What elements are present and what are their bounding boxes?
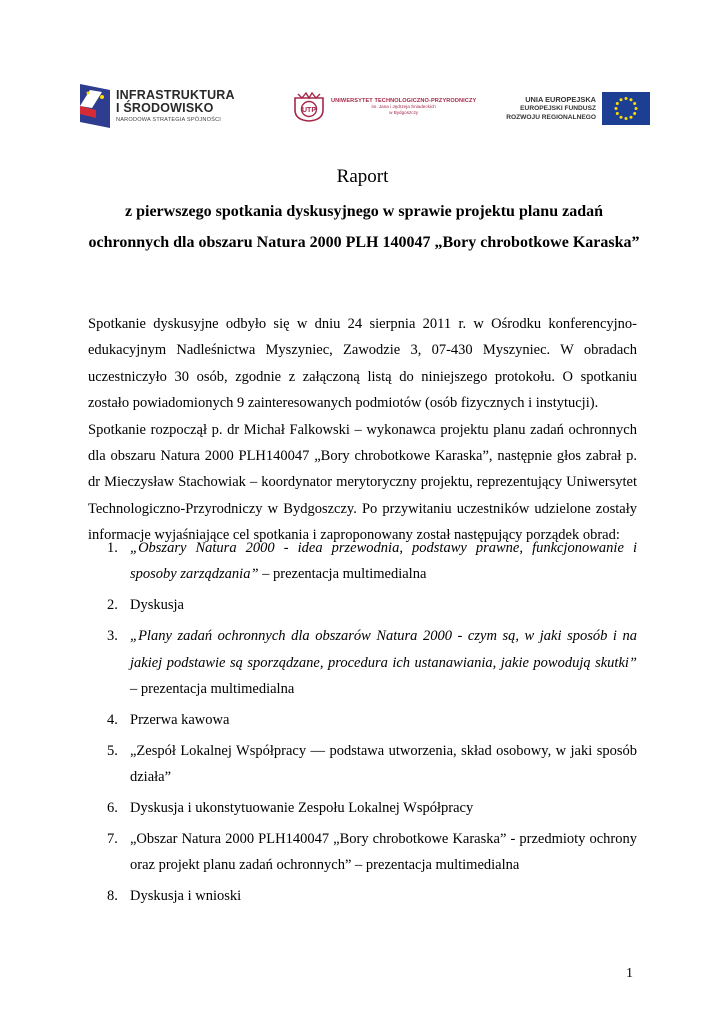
logo-mid-line3: w Bydgoszczy	[389, 110, 419, 115]
agenda-item-number: 2.	[107, 597, 118, 614]
utp-monogram: UTP	[302, 107, 316, 114]
logo-infrastruktura	[80, 84, 235, 128]
agenda-item-italic: „Plany zadań ochronnych dla obszarów Natura 2000 - czym są, w jaki sposób i na jakiej podstawie są sporządzane, procedura ich ustanawiania, jakie powodują skutki”	[130, 628, 637, 671]
agenda-item-number: 6.	[107, 800, 118, 817]
logo-eu	[506, 92, 650, 125]
logo-mid-line2: im. Jana i Jędrzeja Śniadeckich	[371, 104, 436, 109]
logo-right-line3: ROZWOJU REGIONALNEGO	[506, 114, 596, 121]
infrastruktura-emblem-icon	[80, 84, 110, 128]
agenda-item-text: – prezentacja multimedialna	[130, 681, 295, 698]
logo-right-line1: UNIA EUROPEJSKA	[525, 95, 596, 104]
agenda-item-number: 5.	[107, 742, 118, 759]
header-logos	[80, 82, 650, 134]
agenda-item-text: Dyskusja i ukonstytuowanie Zespołu Lokalnej Współpracy	[130, 800, 474, 817]
agenda-item-number: 4.	[107, 711, 118, 728]
agenda-item	[88, 883, 637, 909]
paragraph-opening: Spotkanie rozpoczął p. dr Michał Falkowski – wykonawca projektu planu zadań ochronnych dla obszaru Natura 2000 PLH140047 „Bory chrobotkowe Karaska”, następnie głos zabrał p. dr Mieczysław Stachowiak – koordynator merytoryczny projektu, reprezentujący Uniwersytet Technologiczno-Przyrodniczy w Bydgoszczy. Po przywitaniu uczestników udzielone zostały informacje wyjaśniające cel spotkania i zaproponowany został następujący porządek obrad:	[88, 421, 637, 544]
page-subtitle: z pierwszego spotkania dyskusyjnego w sprawie projektu planu zadań ochronnych dla obszaru Natura 2000 PLH 140047 „Bory chrobotkowe Karaska”	[88, 203, 640, 251]
agenda-item-number: 3.	[107, 628, 118, 645]
agenda-item	[88, 738, 637, 791]
agenda-item-text: Dyskusja i wnioski	[130, 888, 242, 905]
agenda-item	[88, 826, 637, 879]
agenda-item	[88, 623, 637, 702]
agenda-item	[88, 795, 637, 821]
utp-emblem-icon	[292, 92, 326, 122]
body-text	[88, 311, 637, 549]
eu-flag-icon	[602, 92, 650, 125]
agenda-item-text: – prezentacja multimedialna	[258, 566, 427, 583]
agenda-item-text: Przerwa kawowa	[130, 711, 230, 728]
page-number: 1	[626, 966, 633, 981]
agenda-item-number: 8.	[107, 888, 118, 905]
logo-left-line1: INFRASTRUKTURA	[116, 88, 235, 102]
agenda-item	[88, 535, 637, 588]
agenda-item-text: „Obszar Natura 2000 PLH140047 „Bory chrobotkowe Karaska” - przedmioty ochrony oraz projekt planu zadań ochronnych” – prezentacja multimedialna	[130, 831, 637, 874]
agenda-item-text: „Zespół Lokalnej Współpracy — podstawa utworzenia, skład osobowy, w jaki sposób działa”	[130, 742, 637, 786]
logo-left-line2: I ŚRODOWISKO	[116, 101, 214, 115]
agenda-item-text: Dyskusja	[130, 597, 184, 614]
agenda-item-number: 7.	[107, 831, 118, 848]
agenda-item	[88, 707, 637, 733]
agenda-item-italic: „Obszary Natura 2000 - idea przewodnia, podstawy prawne, funkcjonowanie i sposoby zarządzania”	[130, 540, 637, 583]
logo-left-subtitle: NARODOWA STRATEGIA SPÓJNOŚCI	[116, 117, 222, 123]
page-title: Raport	[336, 166, 389, 187]
agenda-item	[88, 592, 637, 618]
logo-utp	[292, 92, 476, 122]
logo-right-line2: EUROPEJSKI FUNDUSZ	[520, 105, 596, 112]
paragraph-meeting-info: Spotkanie dyskusyjne odbyło się w dniu 24 sierpnia 2011 r. w Ośrodku konferencyjno-edukacyjnym Nadleśnictwa Myszyniec, Zawodzie 3, 07-430 Myszyniec. W obradach uczestniczyło 30 osób, zgodnie z załączoną listą do niniejszego protokołu. O spotkaniu zostało powiadomionych 9 zainteresowanych podmiotów (osób fizycznych i instytucji).	[88, 316, 637, 412]
agenda-item-number: 1.	[107, 540, 118, 556]
logo-mid-line1: UNIWERSYTET TECHNOLOGICZNO-PRZYRODNICZY	[331, 98, 477, 104]
agenda-list	[88, 535, 637, 914]
